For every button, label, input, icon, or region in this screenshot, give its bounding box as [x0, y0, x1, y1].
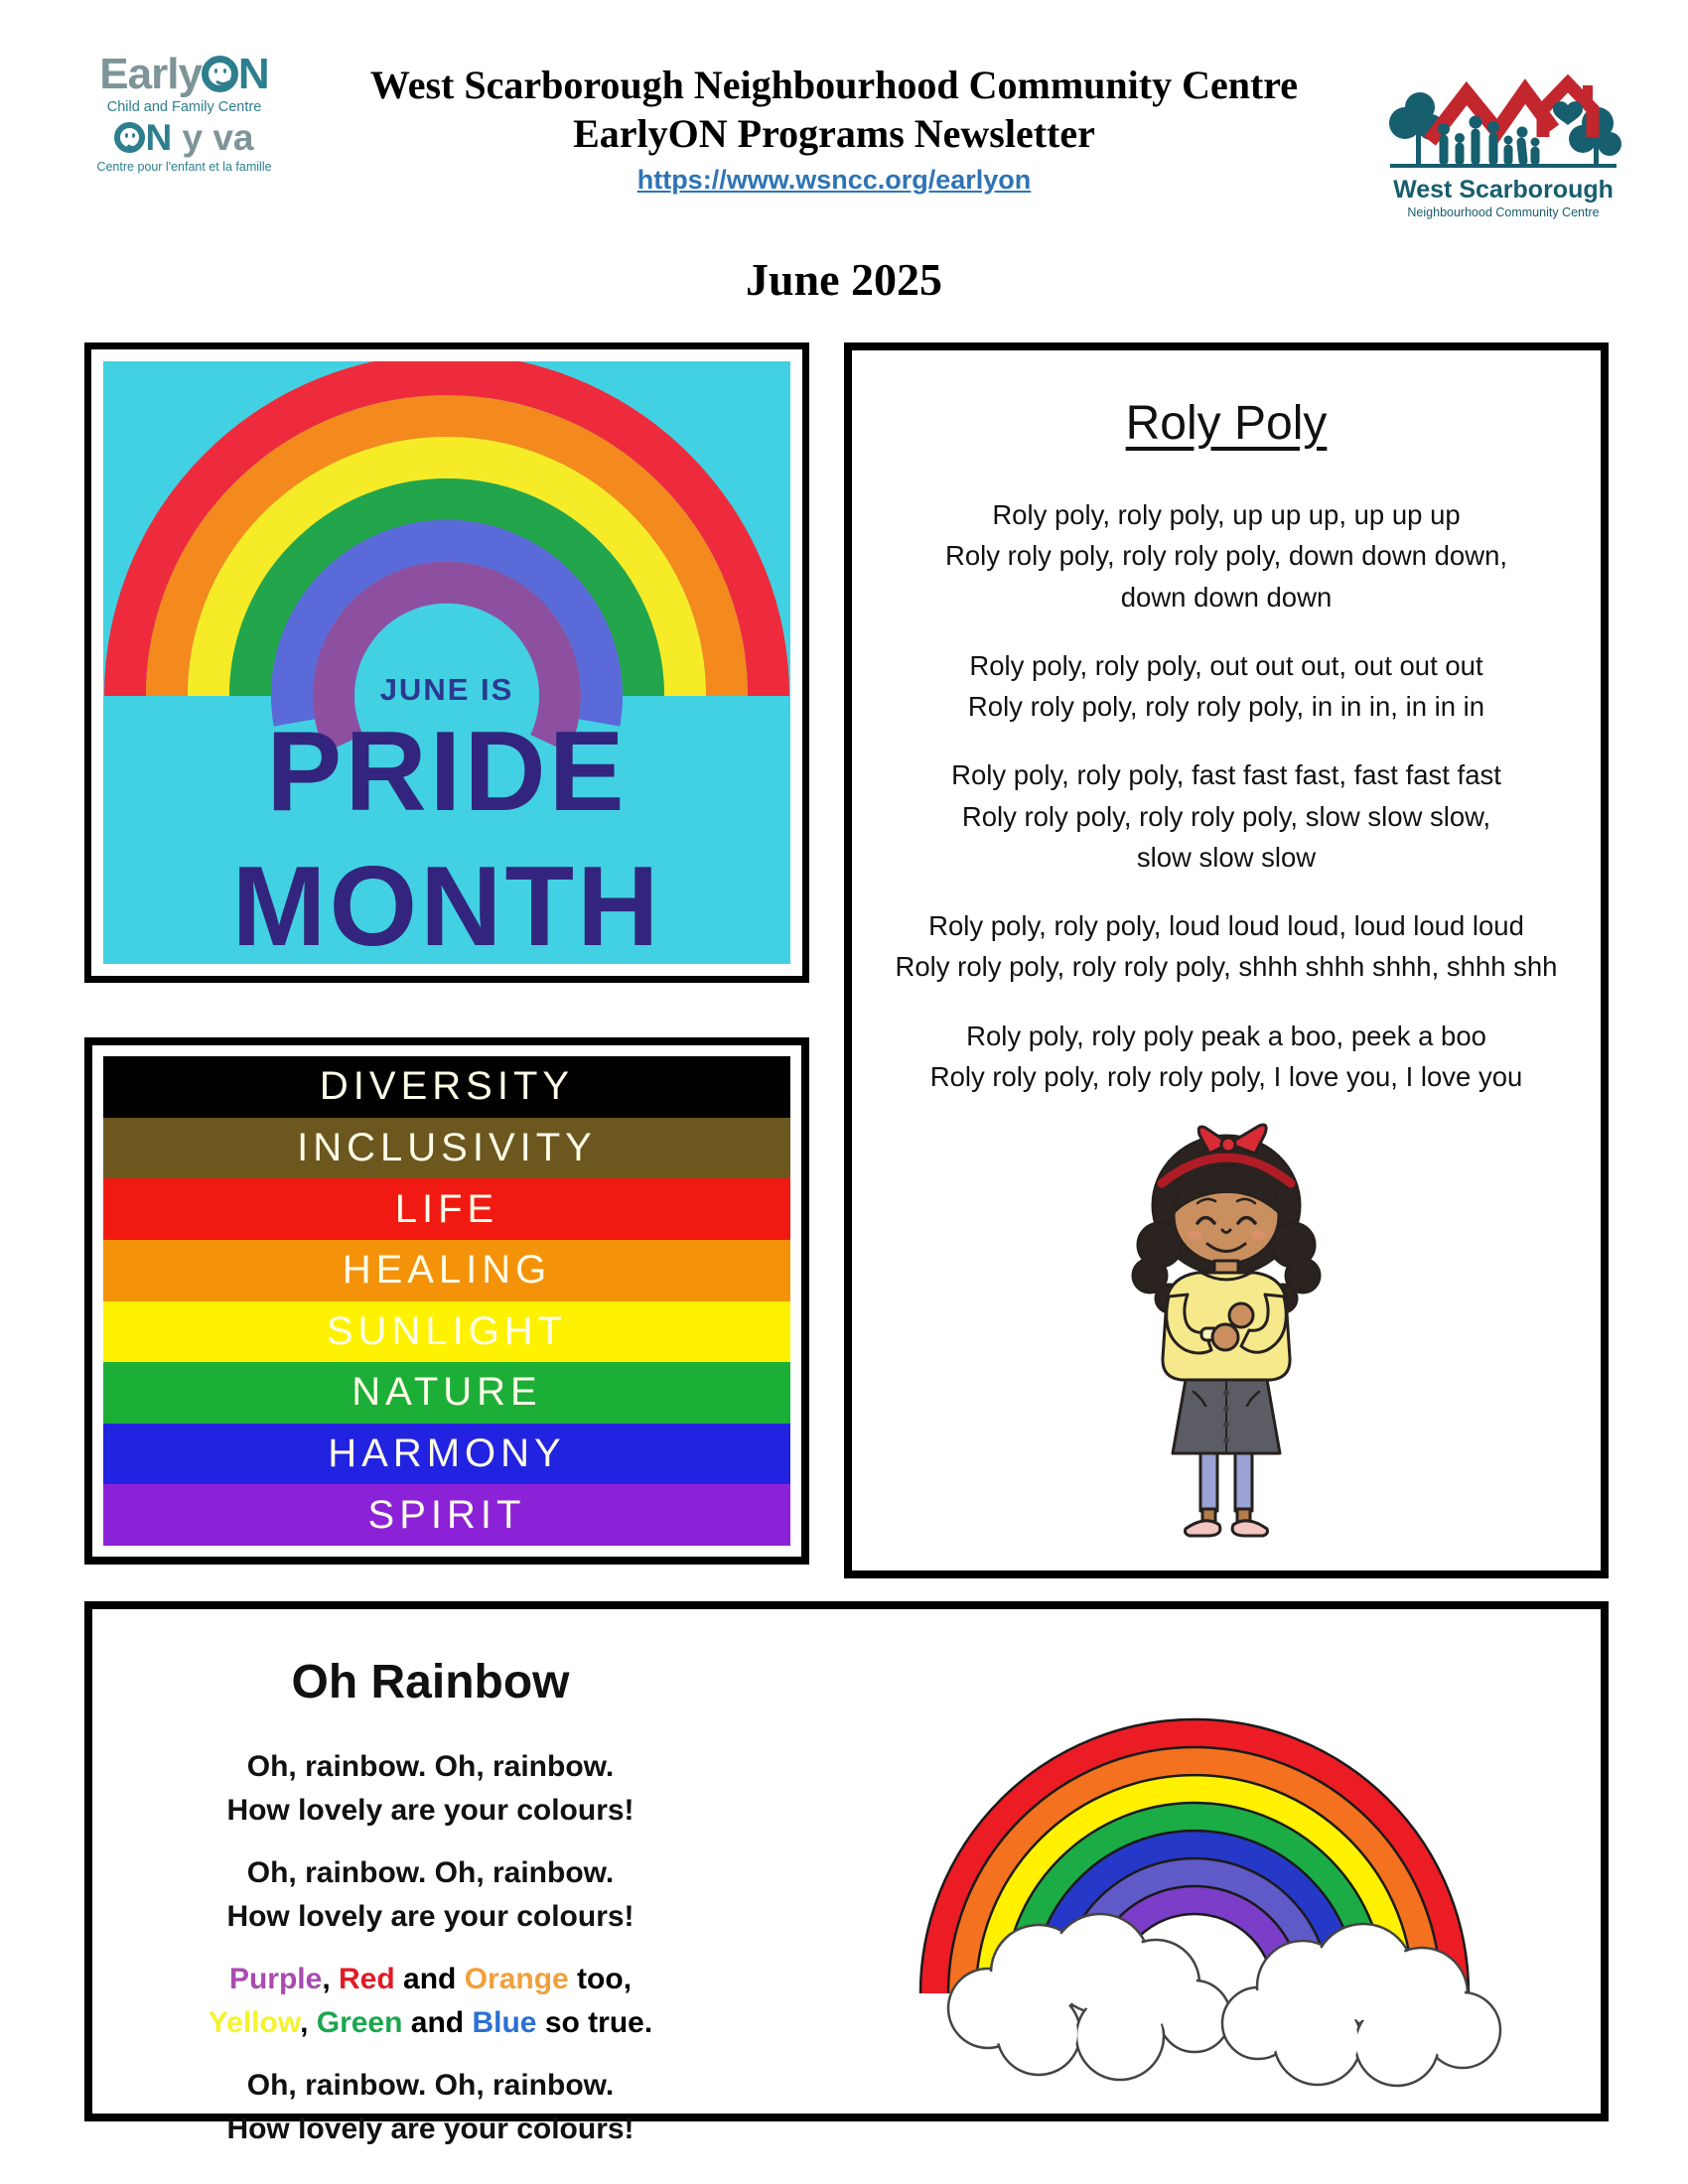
org-title: West Scarborough Neighbourhood Community Centre — [369, 63, 1299, 107]
lyric-line: How lovely are your colours! — [226, 2112, 634, 2145]
lyric-line: Roly roly poly, roly roly poly, down down down, — [944, 540, 1508, 572]
stanza — [852, 645, 1601, 728]
lyric-line: down down down — [1120, 581, 1333, 613]
lyric-line: Roly roly poly, roly roly poly, I love you, I love you — [929, 1060, 1523, 1092]
earlyon-n-text: N — [237, 50, 269, 98]
lyric-line: Oh, rainbow. Oh, rainbow. — [246, 2069, 615, 2102]
lyric-line-coloured: Yellow, Green and Blue so true. — [208, 2005, 653, 2039]
fist — [1212, 1324, 1238, 1350]
stanza — [852, 494, 1601, 617]
lyric-line: Roly poly, roly poly, out out out, out out out — [969, 649, 1483, 681]
lyric-line: Oh, rainbow. Oh, rainbow. — [246, 1750, 615, 1783]
lyric-line: Roly poly, roly poly, fast fast fast, fast fast fast — [951, 759, 1501, 791]
onyva-n-text: N — [145, 117, 173, 159]
flag-stripe — [103, 1056, 790, 1118]
oh-rainbow-card — [84, 1601, 1609, 2145]
onyva-yva-text: y va — [182, 117, 254, 159]
legging — [1235, 1453, 1252, 1511]
lyric-line-coloured: Purple, Red and Orange too, — [228, 1963, 633, 1995]
shoe — [1232, 1521, 1267, 1536]
pride-month-card — [84, 342, 809, 983]
diversity-flag-card — [84, 1037, 809, 1565]
wsncc-logo — [1378, 44, 1628, 232]
lyric-line: Roly poly, roly poly peak a boo, peek a boo — [966, 1020, 1486, 1051]
stripe-label: HARMONY — [328, 1432, 566, 1476]
red-roof-icon — [1430, 83, 1593, 141]
lyric-line: Oh, rainbow. Oh, rainbow. — [246, 1856, 615, 1889]
earlyon-logo — [58, 52, 311, 174]
lyric-line: Roly poly, roly poly, up up up, up up up — [992, 499, 1461, 530]
website-link[interactable]: https://www.wsncc.org/earlyon — [636, 164, 1032, 195]
flag-stripe — [103, 1362, 790, 1424]
stripe-label: HEALING — [342, 1248, 552, 1293]
lyric-line: Roly poly, roly poly, loud loud loud, loud loud loud — [928, 910, 1524, 941]
oh-rainbow-title: Oh Rainbow — [291, 1656, 570, 1708]
stripe-label: SPIRIT — [367, 1492, 526, 1537]
earlyon-wordmark — [58, 52, 311, 97]
lyric-line: Roly roly poly, roly roly poly, in in in, in in in — [967, 691, 1485, 722]
smiley-face-icon — [202, 56, 238, 92]
smiley-face-icon — [114, 122, 145, 153]
stripe-label: SUNLIGHT — [326, 1308, 568, 1353]
lyric-line: slow slow slow — [1136, 841, 1317, 873]
roly-poly-card — [844, 342, 1609, 1578]
diversity-flag — [103, 1056, 790, 1546]
stanza — [120, 1851, 741, 1938]
flag-stripe — [103, 1240, 790, 1301]
roly-poly-lyrics — [852, 494, 1601, 1097]
rainbow-clouds-illustration — [877, 1651, 1512, 2100]
legging — [1200, 1453, 1217, 1511]
oh-rainbow-lyrics-column — [120, 1655, 741, 2170]
flag-stripe — [103, 1301, 790, 1363]
newsletter-title: EarlyON Programs Newsletter — [573, 110, 1095, 156]
pride-word2-text: MONTH — [231, 844, 662, 964]
stanza — [852, 905, 1601, 988]
lyric-line: Roly roly poly, roly roly poly, shhh shhh shhh, shhh shh — [895, 951, 1558, 983]
blush — [1187, 1231, 1202, 1240]
lyric-line: How lovely are your colours! — [226, 1793, 634, 1827]
hair-bow-icon — [1198, 1125, 1266, 1154]
stanza — [120, 2064, 741, 2150]
lyric-line: Roly roly poly, roly roly poly, slow slow slow, — [961, 800, 1491, 832]
flag-stripe — [103, 1424, 790, 1485]
fist — [1229, 1303, 1253, 1327]
onyva-wordmark — [58, 119, 311, 158]
roly-poly-title: Roly Poly — [1125, 397, 1328, 450]
lyric-line: How lovely are your colours! — [226, 1899, 634, 1933]
stripe-label: NATURE — [352, 1370, 542, 1415]
stanza — [852, 754, 1601, 878]
earlyon-early-text: Early — [99, 50, 202, 98]
stanza — [120, 1958, 741, 2044]
date-heading: June 2025 — [745, 254, 943, 305]
wsncc-logo-line2: Neighbourhood Community Centre — [1407, 205, 1600, 219]
pride-kicker-text: JUNE IS — [379, 672, 514, 707]
flag-stripe — [103, 1178, 790, 1240]
stanza — [120, 1745, 741, 1832]
blush — [1250, 1231, 1266, 1240]
stanza — [852, 1016, 1601, 1098]
pride-word1-text: PRIDE — [266, 709, 628, 835]
earlyon-subtitle-fr: Centre pour l'enfant et la famille — [96, 160, 272, 175]
earlyon-subtitle-en: Child and Family Centre — [106, 99, 262, 116]
pride-month-illustration — [103, 361, 790, 964]
stripe-label: INCLUSIVITY — [297, 1125, 597, 1169]
newsletter-header — [308, 62, 1360, 196]
shoe — [1186, 1521, 1220, 1536]
girl-illustration — [1102, 1113, 1350, 1542]
stripe-label: LIFE — [394, 1186, 499, 1231]
flag-stripe — [103, 1484, 790, 1546]
flag-stripe — [103, 1118, 790, 1179]
stripe-label: DIVERSITY — [319, 1064, 575, 1109]
wsncc-logo-line1: West Scarborough — [1393, 176, 1614, 204]
